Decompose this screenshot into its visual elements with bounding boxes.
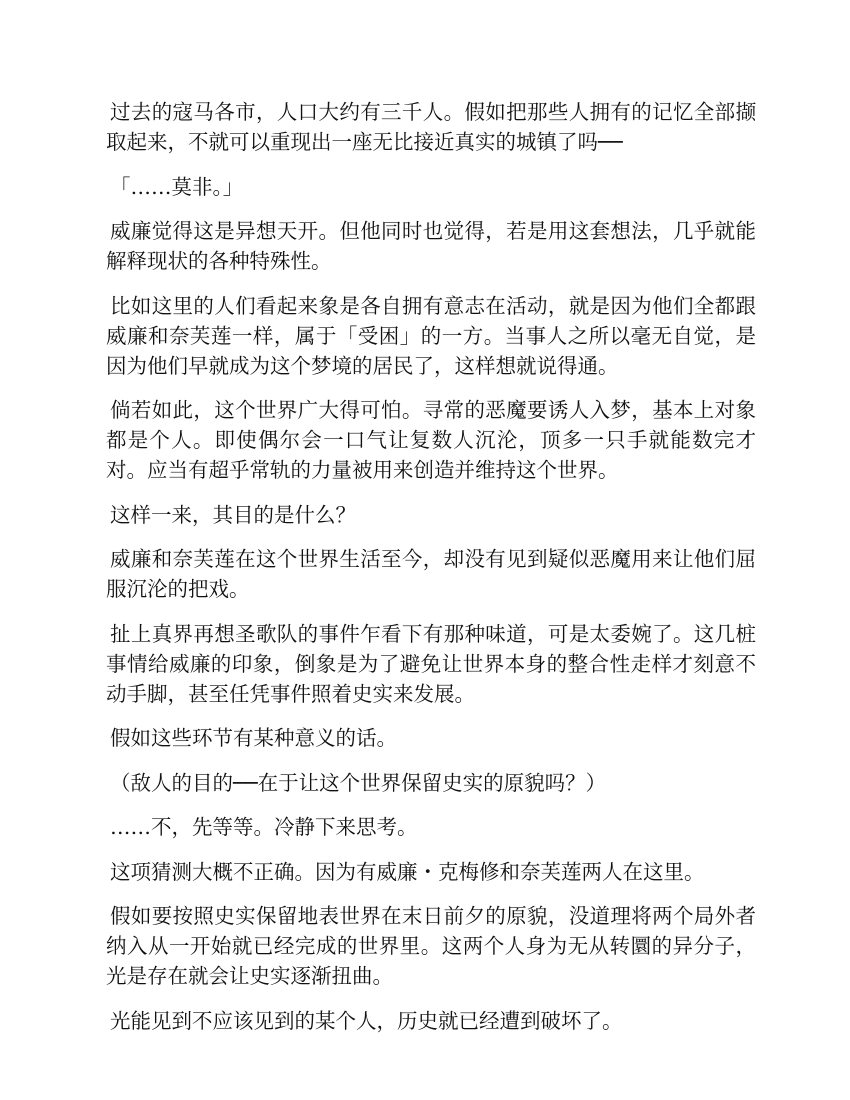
paragraph: 假如要按照史实保留地表世界在末日前夕的原貌，没道理将两个局外者纳入从一开始就已经完成的世界里。这两个人身为无从转圜的异分子，光是存在就会让史实逐渐扭曲。	[106, 904, 756, 988]
paragraph: 假如这些环节有某种意义的话。	[110, 726, 397, 750]
paragraph: 倘若如此，这个世界广大得可怕。寻常的恶魔要诱人入梦，基本上对象都是个人。即使偶尔会一口气让复数人沉沦，顶多一只手就能数完才对。应当有超乎常轨的力量被用来创造并维持这个世界。	[106, 398, 756, 482]
paragraph: 威廉觉得这是异想天开。但他同时也觉得，若是用这套想法，几乎就能解释现状的各种特殊性。	[106, 219, 756, 273]
paragraph: 扯上真界再想圣歌队的事件乍看下有那种味道，可是太委婉了。这几桩事情给威廉的印象，倒象是为了避免让世界本身的整合性走样才刻意不动手脚，甚至任凭事件照着史实来发展。	[106, 621, 756, 706]
paragraph: （敌人的目的──在于让这个世界保留史实的原貌吗？）	[110, 770, 607, 795]
paragraph: 这样一来，其目的是什么？	[110, 502, 356, 527]
paragraph: 过去的寇马各市，人口大约有三千人。假如把那些人拥有的记忆全部撷取起来，不就可以重现出一座无比接近真实的城镇了吗──	[106, 100, 756, 154]
paragraph: 「……莫非。」	[110, 174, 244, 199]
paragraph: 这项猜测大概不正确。因为有威廉・克梅修和奈芙莲两人在这里。	[110, 859, 705, 884]
paragraph: 比如这里的人们看起来象是各自拥有意志在活动，就是因为他们全都跟威廉和奈芙莲一样，属于「受困」的一方。当事人之所以毫无自觉，是因为他们早就成为这个梦境的居民了，这样想就说得通。	[106, 293, 756, 378]
paragraph: 光能见到不应该见到的某个人，历史就已经遭到破坏了。	[110, 1008, 623, 1033]
paragraph: ……不，先等等。冷静下来思考。	[110, 815, 418, 839]
text-body	[106, 97, 756, 1050]
paragraph: 威廉和奈芙莲在这个世界生活至今，却没有见到疑似恶魔用来让他们屈服沉沦的把戏。	[106, 547, 756, 601]
